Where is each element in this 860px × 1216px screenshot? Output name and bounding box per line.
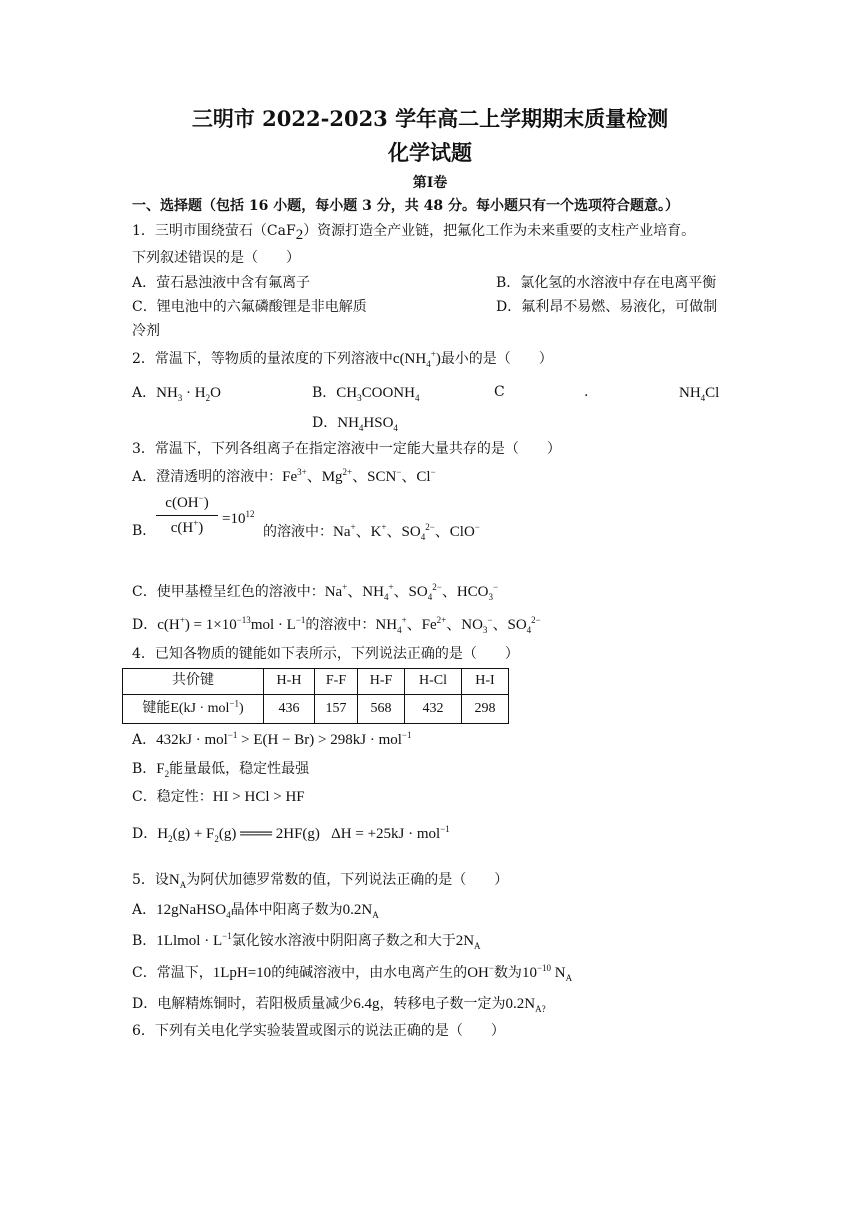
q3-option-b — [263, 523, 480, 541]
table-cell: 157 — [315, 695, 358, 724]
q3-option-d — [132, 616, 541, 634]
q1-option-c: C．锂电池中的六氟磷酸锂是非电解质 — [132, 299, 367, 315]
table-header: H-I — [462, 669, 509, 695]
q3-d-ions: $NH_4^+$、$Fe^{2+}$、$NO_3^-$、$SO_4^{2-}$ — [375, 615, 541, 635]
q4-b-tail: 能量最低，稳定性最强 — [169, 761, 310, 777]
q6-stem: 6．下列有关电化学实验装置或图示的说法正确的是（ ） — [132, 1023, 505, 1039]
q1-stem-2: 下列叙述错误的是（ ） — [132, 250, 300, 266]
q5-a-val: $0.2N_A$ — [342, 902, 379, 920]
q2-d-label: D． — [312, 415, 338, 431]
q5-stem-b: 为阿伏加德罗常数的值，下列说法正确的是（ ） — [186, 872, 509, 888]
q3-option-c — [132, 583, 498, 601]
table-header: H-Cl — [405, 669, 462, 695]
table-cell: 298 — [462, 695, 509, 724]
q3-option-a — [132, 468, 436, 486]
q2-option-c: $NH_4Cl$ — [679, 385, 720, 403]
q2-option-c-label: C — [494, 384, 505, 400]
q4-a-expr: 432kJ · mol$^{-1}$ > E(H − Br) > 298kJ · mol$^{-1}$ — [156, 730, 412, 748]
table-cell: 432 — [405, 695, 462, 724]
bond-energy-table — [122, 668, 509, 724]
q3-c-ions: Na+、$NH_4^+$、$SO_4^{2-}$、$HCO_3^-$ — [324, 582, 499, 602]
row-label-text: 键能 — [142, 700, 171, 716]
q5-d-mass: 6.4g — [353, 996, 380, 1012]
q2-option-d — [312, 414, 398, 432]
q5-stem — [132, 871, 508, 889]
q4-option-a — [132, 731, 411, 749]
q2-formula: $c(NH_4^+)$ — [392, 349, 441, 369]
q3-b-tail: 的溶液中： — [263, 524, 333, 540]
q5-b-mid: 氯化铵水溶液中阴阳离子数之和大于 — [231, 933, 456, 949]
table-header: H-F — [358, 669, 405, 695]
q3-b-ratio: $=10^{12}$ — [222, 509, 255, 527]
q1-stem-a: 1．三明市围绕萤石（CaF — [132, 223, 296, 239]
q3-d-label: D． — [132, 617, 158, 633]
q2-stem — [132, 350, 553, 368]
q5-option-a — [132, 901, 379, 919]
q4-b-formula: $F_2$ — [156, 761, 170, 779]
q2-a-label: A． — [132, 385, 157, 401]
q4-b-label: B． — [132, 761, 157, 777]
table-row-label: 键能E(kJ · mol$^{-1}$) — [123, 695, 264, 724]
q5-na: $N_A$ — [168, 872, 187, 890]
q3-b-ions: Na+、K+、$SO_4^{2-}$、ClO− — [333, 522, 480, 542]
q4-d-label: D． — [132, 826, 158, 842]
q2-stem-b: 最小的是（ ） — [440, 351, 553, 367]
q4-c-expr: HI > HCl > HF — [212, 789, 305, 805]
q3-a-ions: $Fe^{3+}$、$Mg^{2+}$、SCN−、Cl− — [282, 467, 436, 485]
exam-title: 三明市 2022-2023 学年高二上学期期末质量检测 — [191, 106, 669, 131]
q3-option-b-label: B． — [132, 523, 157, 539]
table-header: F-F — [315, 669, 358, 695]
q1-option-d-cont: 冷剂 — [132, 323, 160, 339]
q4-d-equation: $H_2(g) + F_2(g)$ ═══ 2HF(g) ΔH = +25kJ · mol$^{-1}$ — [157, 824, 450, 844]
q4-a-label: A． — [132, 732, 157, 748]
table-cell: 568 — [358, 695, 405, 724]
q2-b-value: $CH_3COONH_4$ — [336, 385, 420, 403]
q4-option-c — [132, 788, 305, 806]
q5-c-label: C．常温下， — [132, 965, 213, 981]
q5-c-ph: 1LpH=10 — [212, 965, 272, 981]
q5-stem-a: 5．设 — [132, 872, 169, 888]
table-header: H-H — [264, 669, 315, 695]
q2-option-a — [132, 384, 221, 402]
q5-option-b — [132, 932, 481, 950]
q4-stem: 4．已知各物质的键能如下表所示，下列说法正确的是（ ） — [132, 646, 519, 662]
q1-option-a: A．萤石悬浊液中含有氟离子 — [132, 275, 311, 291]
q5-a-label: A． — [132, 902, 157, 918]
q5-d-mid: ，转移电子数一定为 — [379, 996, 506, 1012]
q5-d-label: D．电解精炼铜时，若阳极质量减少 — [132, 996, 354, 1012]
q2-option-c-dot: . — [584, 384, 589, 400]
q2-stem-a: 2．常温下，等物质的量浓度的下列溶液中 — [132, 351, 393, 367]
section-heading: 一、选择题（包括 16 小题，每小题 3 分，共 48 分。每小题只有一个选项符合题意。） — [132, 198, 679, 214]
q2-d-value: $NH_4HSO_4$ — [337, 415, 398, 433]
q3-d-cond: $c(H^+) = 1\times 10^{-13}mol \cdot L^{-1}$ — [157, 615, 306, 633]
q2-option-b — [312, 384, 419, 402]
q3-b-fraction: c(OH−) c(H+) — [156, 494, 218, 537]
q3-a-label: A．澄清透明的溶液中： — [132, 469, 283, 485]
q5-d-val: $0.2N_{A?}$ — [505, 996, 546, 1014]
q5-c-mid: 的纯碱溶液中，由水电离产生的 — [271, 965, 468, 981]
q5-a-mid: 晶体中阳离子数为 — [230, 902, 343, 918]
q5-option-d — [132, 995, 546, 1013]
q5-c-oh: OH− — [467, 963, 494, 981]
q5-b-label: B． — [132, 933, 157, 949]
q4-option-d — [132, 825, 450, 843]
q5-a-sub: 12gNaHSO$_4$ — [156, 902, 231, 920]
q4-option-b — [132, 760, 309, 778]
q5-b-val: $2N_A$ — [455, 933, 481, 951]
q1-option-b: B．氯化氢的水溶液中存在电离平衡 — [496, 275, 717, 291]
q5-c-val: $10^{-10}$ $N_A$ — [521, 963, 573, 983]
q4-c-label: C．稳定性： — [132, 789, 213, 805]
table-header: 共价键 — [123, 669, 264, 695]
table-cell: 436 — [264, 695, 315, 724]
q1-option-d: D．氟利昂不易燃、易液化，可做制 — [496, 299, 718, 315]
q5-c-mid2: 数为 — [493, 965, 522, 981]
q1-stem-b: ）资源打造全产业链，把氟化工作为未来重要的支柱产业培育。 — [303, 223, 696, 239]
q1-stem: 1．三明市围绕萤石（CaF$_2$）资源打造全产业链，把氟化工作为未来重要的支柱产业培育。 — [132, 223, 696, 243]
q5-b-sub: 1Llmol · $L^{-1}$ — [156, 931, 232, 949]
exam-subject: 化学试题 — [388, 140, 472, 165]
q2-a-value: $NH_3 \cdot H_2O$ — [156, 385, 221, 403]
q3-d-tail: 的溶液中： — [305, 617, 376, 633]
q3-c-label: C．使甲基橙呈红色的溶液中： — [132, 584, 325, 600]
q5-option-c — [132, 964, 572, 982]
q3-stem: 3．常温下，下列各组离子在指定溶液中一定能大量共存的是（ ） — [132, 441, 561, 457]
q2-b-label: B． — [312, 385, 337, 401]
volume-label: 第Ⅰ卷 — [412, 175, 448, 191]
